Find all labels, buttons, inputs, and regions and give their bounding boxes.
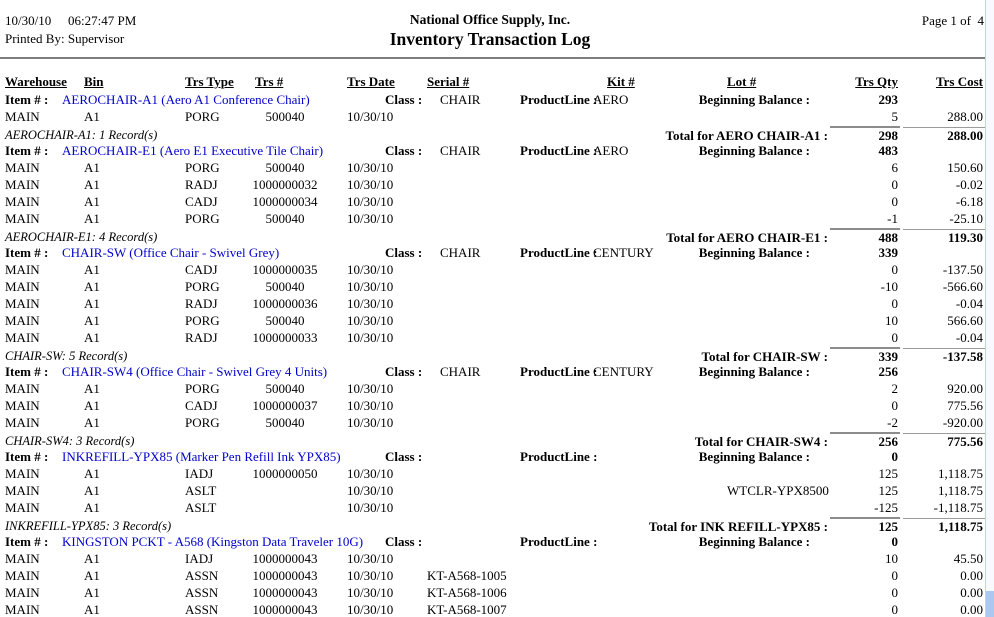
trs-type-cell: PORG (185, 211, 220, 226)
trs-date-cell: 10/30/10 (347, 415, 394, 430)
warehouse-cell: MAIN (5, 160, 40, 175)
trs-cost-cell: -0.04 (955, 330, 983, 345)
record-count-text: CHAIR-SW: 5 Record(s) (5, 349, 128, 363)
trs-date-cell: 10/30/10 (347, 211, 394, 226)
item-total-qty: 298 (878, 128, 898, 143)
trs-date-cell: 10/30/10 (347, 483, 394, 498)
column-header-trs-no: Trs # (255, 74, 284, 89)
trs-number-cell: 500040 (265, 211, 305, 226)
item-number-label: Item # : (5, 92, 49, 107)
product-line-label: ProductLine : (520, 449, 598, 464)
item-footer-row (0, 126, 994, 143)
warehouse-cell: MAIN (5, 211, 40, 226)
class-value: CHAIR (440, 364, 481, 379)
trs-type-cell: PORG (185, 279, 220, 294)
trs-cost-cell: -1,118.75 (933, 500, 983, 515)
item-header-row (0, 534, 994, 551)
warehouse-cell: MAIN (5, 415, 40, 430)
class-label: Class : (385, 534, 423, 549)
class-label: Class : (385, 364, 423, 379)
trs-cost-cell: 0.00 (960, 602, 983, 617)
bin-cell: A1 (84, 177, 100, 192)
serial-cell: KT-A568-1005 (427, 568, 507, 583)
trs-number-cell: 1000000037 (252, 398, 318, 413)
warehouse-cell: MAIN (5, 194, 40, 209)
vertical-scrollbar-track[interactable] (985, 0, 994, 617)
report-title: Inventory Transaction Log (389, 29, 591, 49)
transaction-row (0, 279, 994, 296)
lot-cell: WTCLR-YPX8500 (727, 483, 829, 498)
transaction-row (0, 109, 994, 126)
item-total-cost: 775.56 (947, 434, 983, 449)
item-total-label: Total for AERO CHAIR-E1 : (666, 230, 828, 245)
page-indicator: Page 1 of 4 (921, 13, 984, 28)
trs-qty-cell: 0 (891, 398, 898, 413)
trs-date-cell: 10/30/10 (347, 551, 394, 566)
trs-type-cell: PORG (185, 381, 220, 396)
bin-cell: A1 (84, 466, 100, 481)
trs-qty-cell: 0 (891, 194, 898, 209)
transaction-row (0, 381, 994, 398)
trs-cost-cell: 566.60 (947, 313, 983, 328)
bin-cell: A1 (84, 262, 100, 277)
trs-cost-cell: -6.18 (955, 194, 983, 209)
product-line-value: CENTURY (593, 245, 654, 260)
transaction-row (0, 466, 994, 483)
bin-cell: A1 (84, 194, 100, 209)
trs-type-cell: PORG (185, 109, 220, 124)
transaction-row (0, 568, 994, 585)
trs-type-cell: PORG (185, 313, 220, 328)
trs-qty-cell: 0 (891, 585, 898, 600)
record-count-text: CHAIR-SW4: 3 Record(s) (5, 434, 135, 448)
warehouse-cell: MAIN (5, 551, 40, 566)
trs-number-cell: 1000000032 (252, 177, 318, 192)
item-header-row (0, 364, 994, 381)
beginning-balance-label: Beginning Balance : (698, 245, 810, 260)
trs-type-cell: CADJ (185, 262, 218, 277)
class-label: Class : (385, 449, 423, 464)
item-number-label: Item # : (5, 245, 49, 260)
item-total-label: Total for AERO CHAIR-A1 : (665, 128, 828, 143)
item-block (0, 534, 994, 617)
trs-qty-cell: 0 (891, 177, 898, 192)
warehouse-cell: MAIN (5, 296, 40, 311)
bin-cell: A1 (84, 568, 100, 583)
trs-qty-cell: 10 (885, 551, 898, 566)
trs-number-cell: 1000000033 (252, 330, 318, 345)
item-number-label: Item # : (5, 534, 49, 549)
trs-type-cell: RADJ (185, 177, 218, 192)
class-label: Class : (385, 143, 423, 158)
bin-cell: A1 (84, 160, 100, 175)
serial-cell: KT-A568-1006 (427, 585, 507, 600)
trs-cost-cell: -0.02 (955, 177, 983, 192)
item-total-cost: 288.00 (947, 128, 983, 143)
transaction-row (0, 211, 994, 228)
trs-cost-cell: 150.60 (947, 160, 983, 175)
trs-type-cell: ASSN (185, 568, 219, 583)
item-total-cost: 119.30 (947, 230, 983, 245)
trs-type-cell: PORG (185, 160, 220, 175)
trs-date-cell: 10/30/10 (347, 262, 394, 277)
trs-date-cell: 10/30/10 (347, 585, 394, 600)
trs-cost-cell: -0.04 (955, 296, 983, 311)
serial-cell: KT-A568-1007 (427, 602, 507, 617)
column-header-bin: Bin (84, 74, 104, 89)
trs-qty-cell: 0 (891, 568, 898, 583)
column-header-serial: Serial # (427, 74, 470, 89)
warehouse-cell: MAIN (5, 500, 40, 515)
trs-cost-cell: 1,118.75 (937, 466, 983, 481)
product-line-label: ProductLine : (520, 92, 598, 107)
trs-qty-cell: 5 (891, 109, 898, 124)
trs-qty-cell: -10 (880, 279, 898, 294)
trs-number-cell: 1000000035 (252, 262, 318, 277)
class-label: Class : (385, 245, 423, 260)
product-line-label: ProductLine : (520, 245, 598, 260)
item-description: KINGSTON PCKT - A568 (Kingston Data Traveler 10G) (62, 534, 364, 549)
beginning-balance-value: 256 (878, 364, 898, 379)
trs-date-cell: 10/30/10 (347, 398, 394, 413)
trs-date-cell: 10/30/10 (347, 279, 394, 294)
trs-type-cell: IADJ (185, 466, 214, 481)
printed-by-label: Printed By: Supervisor (5, 31, 125, 46)
warehouse-cell: MAIN (5, 398, 40, 413)
item-number-label: Item # : (5, 449, 49, 464)
bin-cell: A1 (84, 109, 100, 124)
transaction-row (0, 398, 994, 415)
trs-number-cell: 1000000034 (252, 194, 318, 209)
item-total-qty: 488 (878, 230, 898, 245)
header-divider (0, 57, 986, 59)
trs-cost-cell: -137.50 (942, 262, 983, 277)
transaction-row (0, 585, 994, 602)
trs-date-cell: 10/30/10 (347, 568, 394, 583)
item-header-row (0, 92, 994, 109)
item-total-label: Total for CHAIR-SW4 : (694, 434, 828, 449)
trs-type-cell: RADJ (185, 296, 218, 311)
warehouse-cell: MAIN (5, 177, 40, 192)
item-total-label: Total for INK REFILL-YPX85 : (648, 519, 828, 534)
column-header-lot: Lot # (727, 74, 757, 89)
trs-qty-cell: 0 (891, 602, 898, 617)
beginning-balance-value: 0 (891, 449, 898, 464)
class-label: Class : (385, 92, 423, 107)
transaction-row (0, 296, 994, 313)
trs-qty-cell: -2 (887, 415, 898, 430)
item-description: AEROCHAIR-E1 (Aero E1 Executive Tile Chair) (62, 143, 324, 158)
trs-type-cell: ASSN (185, 602, 219, 617)
trs-cost-cell: 920.00 (947, 381, 983, 396)
trs-number-cell: 500040 (265, 279, 305, 294)
item-block (0, 92, 994, 143)
column-header-trs-qty: Trs Qty (855, 74, 898, 89)
trs-date-cell: 10/30/10 (347, 109, 394, 124)
transaction-row (0, 262, 994, 279)
transaction-row (0, 500, 994, 517)
trs-date-cell: 10/30/10 (347, 466, 394, 481)
trs-qty-cell: 0 (891, 262, 898, 277)
trs-number-cell: 1000000043 (252, 551, 318, 566)
bin-cell: A1 (84, 585, 100, 600)
trs-cost-cell: -920.00 (942, 415, 983, 430)
item-footer-row (0, 228, 994, 245)
class-value: CHAIR (440, 245, 481, 260)
trs-qty-cell: 2 (891, 381, 898, 396)
trs-number-cell: 500040 (265, 415, 305, 430)
trs-date-cell: 10/30/10 (347, 160, 394, 175)
transaction-row (0, 313, 994, 330)
trs-type-cell: ASLT (185, 483, 217, 498)
warehouse-cell: MAIN (5, 313, 40, 328)
transaction-row (0, 483, 994, 500)
item-total-qty: 125 (878, 519, 898, 534)
item-footer-row (0, 517, 994, 534)
warehouse-cell: MAIN (5, 585, 40, 600)
trs-date-cell: 10/30/10 (347, 296, 394, 311)
item-description: AEROCHAIR-A1 (Aero A1 Conference Chair) (62, 92, 310, 107)
beginning-balance-value: 293 (878, 92, 898, 107)
trs-date-cell: 10/30/10 (347, 313, 394, 328)
item-number-label: Item # : (5, 143, 49, 158)
transaction-row (0, 551, 994, 568)
trs-cost-cell: -566.60 (942, 279, 983, 294)
transaction-row (0, 160, 994, 177)
item-block (0, 449, 994, 534)
product-line-label: ProductLine : (520, 534, 598, 549)
record-count-text: INKREFILL-YPX85: 3 Record(s) (5, 519, 172, 533)
column-header-trs-cost: Trs Cost (935, 74, 983, 89)
trs-qty-cell: -125 (874, 500, 898, 515)
trs-type-cell: ASLT (185, 500, 217, 515)
trs-number-cell: 500040 (265, 381, 305, 396)
beginning-balance-label: Beginning Balance : (698, 143, 810, 158)
warehouse-cell: MAIN (5, 568, 40, 583)
bin-cell: A1 (84, 398, 100, 413)
column-header-warehouse: Warehouse (5, 74, 67, 89)
trs-number-cell: 1000000043 (252, 568, 318, 583)
item-block (0, 245, 994, 364)
item-header-row (0, 245, 994, 262)
item-footer-row (0, 432, 994, 449)
trs-qty-cell: 125 (878, 483, 898, 498)
warehouse-cell: MAIN (5, 330, 40, 345)
trs-qty-cell: 0 (891, 296, 898, 311)
trs-cost-cell: 45.50 (953, 551, 983, 566)
bin-cell: A1 (84, 211, 100, 226)
item-footer-row (0, 347, 994, 364)
trs-type-cell: CADJ (185, 398, 218, 413)
trs-cost-cell: 775.56 (947, 398, 983, 413)
trs-date-cell: 10/30/10 (347, 194, 394, 209)
item-number-label: Item # : (5, 364, 49, 379)
trs-date-cell: 10/30/10 (347, 381, 394, 396)
trs-date-cell: 10/30/10 (347, 500, 394, 515)
trs-cost-cell: 1,118.75 (937, 483, 983, 498)
trs-date-cell: 10/30/10 (347, 602, 394, 617)
trs-date-cell: 10/30/10 (347, 177, 394, 192)
item-total-qty: 339 (878, 349, 898, 364)
warehouse-cell: MAIN (5, 262, 40, 277)
trs-qty-cell: 125 (878, 466, 898, 481)
warehouse-cell: MAIN (5, 109, 40, 124)
transaction-row (0, 602, 994, 617)
trs-type-cell: ASSN (185, 585, 219, 600)
bin-cell: A1 (84, 483, 100, 498)
bin-cell: A1 (84, 415, 100, 430)
item-header-row (0, 449, 994, 466)
item-block (0, 143, 994, 245)
trs-number-cell: 500040 (265, 160, 305, 175)
trs-cost-cell: -25.10 (949, 211, 983, 226)
transaction-row (0, 194, 994, 211)
class-value: CHAIR (440, 143, 481, 158)
transaction-row (0, 415, 994, 432)
item-header-row (0, 143, 994, 160)
trs-cost-cell: 0.00 (960, 568, 983, 583)
bin-cell: A1 (84, 313, 100, 328)
warehouse-cell: MAIN (5, 466, 40, 481)
beginning-balance-value: 483 (878, 143, 898, 158)
trs-type-cell: CADJ (185, 194, 218, 209)
record-count-text: AEROCHAIR-A1: 1 Record(s) (5, 128, 158, 142)
trs-qty-cell: 6 (891, 160, 898, 175)
trs-number-cell: 500040 (265, 109, 305, 124)
trs-cost-cell: 0.00 (960, 585, 983, 600)
product-line-label: ProductLine : (520, 364, 598, 379)
vertical-scrollbar-thumb[interactable] (986, 591, 994, 617)
trs-number-cell: 1000000050 (252, 466, 318, 481)
trs-cost-cell: 288.00 (947, 109, 983, 124)
bin-cell: A1 (84, 500, 100, 515)
warehouse-cell: MAIN (5, 381, 40, 396)
report-body (0, 92, 994, 617)
bin-cell: A1 (84, 551, 100, 566)
print-time: 06:27:47 PM (68, 13, 137, 28)
bin-cell: A1 (84, 381, 100, 396)
warehouse-cell: MAIN (5, 483, 40, 498)
item-description: CHAIR-SW (Office Chair - Swivel Grey) (62, 245, 280, 260)
column-header-trs-type: Trs Type (185, 74, 234, 89)
bin-cell: A1 (84, 296, 100, 311)
item-total-label: Total for CHAIR-SW : (701, 349, 828, 364)
beginning-balance-label: Beginning Balance : (698, 364, 810, 379)
beginning-balance-label: Beginning Balance : (698, 92, 810, 107)
item-description: CHAIR-SW4 (Office Chair - Swivel Grey 4 Units) (62, 364, 328, 379)
beginning-balance-label: Beginning Balance : (698, 449, 810, 464)
trs-type-cell: IADJ (185, 551, 214, 566)
transaction-row (0, 330, 994, 347)
beginning-balance-value: 0 (891, 534, 898, 549)
bin-cell: A1 (84, 279, 100, 294)
trs-number-cell: 1000000043 (252, 585, 318, 600)
trs-number-cell: 500040 (265, 313, 305, 328)
beginning-balance-label: Beginning Balance : (698, 534, 810, 549)
item-description: INKREFILL-YPX85 (Marker Pen Refill Ink YPX85) (62, 449, 341, 464)
trs-qty-cell: 0 (891, 330, 898, 345)
print-date: 10/30/10 (5, 13, 52, 28)
beginning-balance-value: 339 (878, 245, 898, 260)
trs-number-cell: 1000000036 (252, 296, 318, 311)
item-block (0, 364, 994, 449)
trs-qty-cell: 10 (885, 313, 898, 328)
company-name: National Office Supply, Inc. (409, 12, 571, 27)
trs-number-cell: 1000000043 (252, 602, 318, 617)
product-line-value: CENTURY (593, 364, 654, 379)
item-total-cost: -137.58 (942, 349, 983, 364)
product-line-value: AERO (593, 143, 629, 158)
warehouse-cell: MAIN (5, 279, 40, 294)
record-count-text: AEROCHAIR-E1: 4 Record(s) (5, 230, 158, 244)
item-total-cost: 1,118.75 (938, 519, 983, 534)
product-line-value: AERO (593, 92, 629, 107)
transaction-row (0, 177, 994, 194)
class-value: CHAIR (440, 92, 481, 107)
bin-cell: A1 (84, 602, 100, 617)
column-header-kit: Kit # (607, 74, 635, 89)
trs-type-cell: RADJ (185, 330, 218, 345)
column-header-trs-date: Trs Date (347, 74, 395, 89)
trs-date-cell: 10/30/10 (347, 330, 394, 345)
trs-qty-cell: -1 (887, 211, 898, 226)
item-total-qty: 256 (878, 434, 898, 449)
product-line-label: ProductLine : (520, 143, 598, 158)
trs-type-cell: PORG (185, 415, 220, 430)
bin-cell: A1 (84, 330, 100, 345)
warehouse-cell: MAIN (5, 602, 40, 617)
